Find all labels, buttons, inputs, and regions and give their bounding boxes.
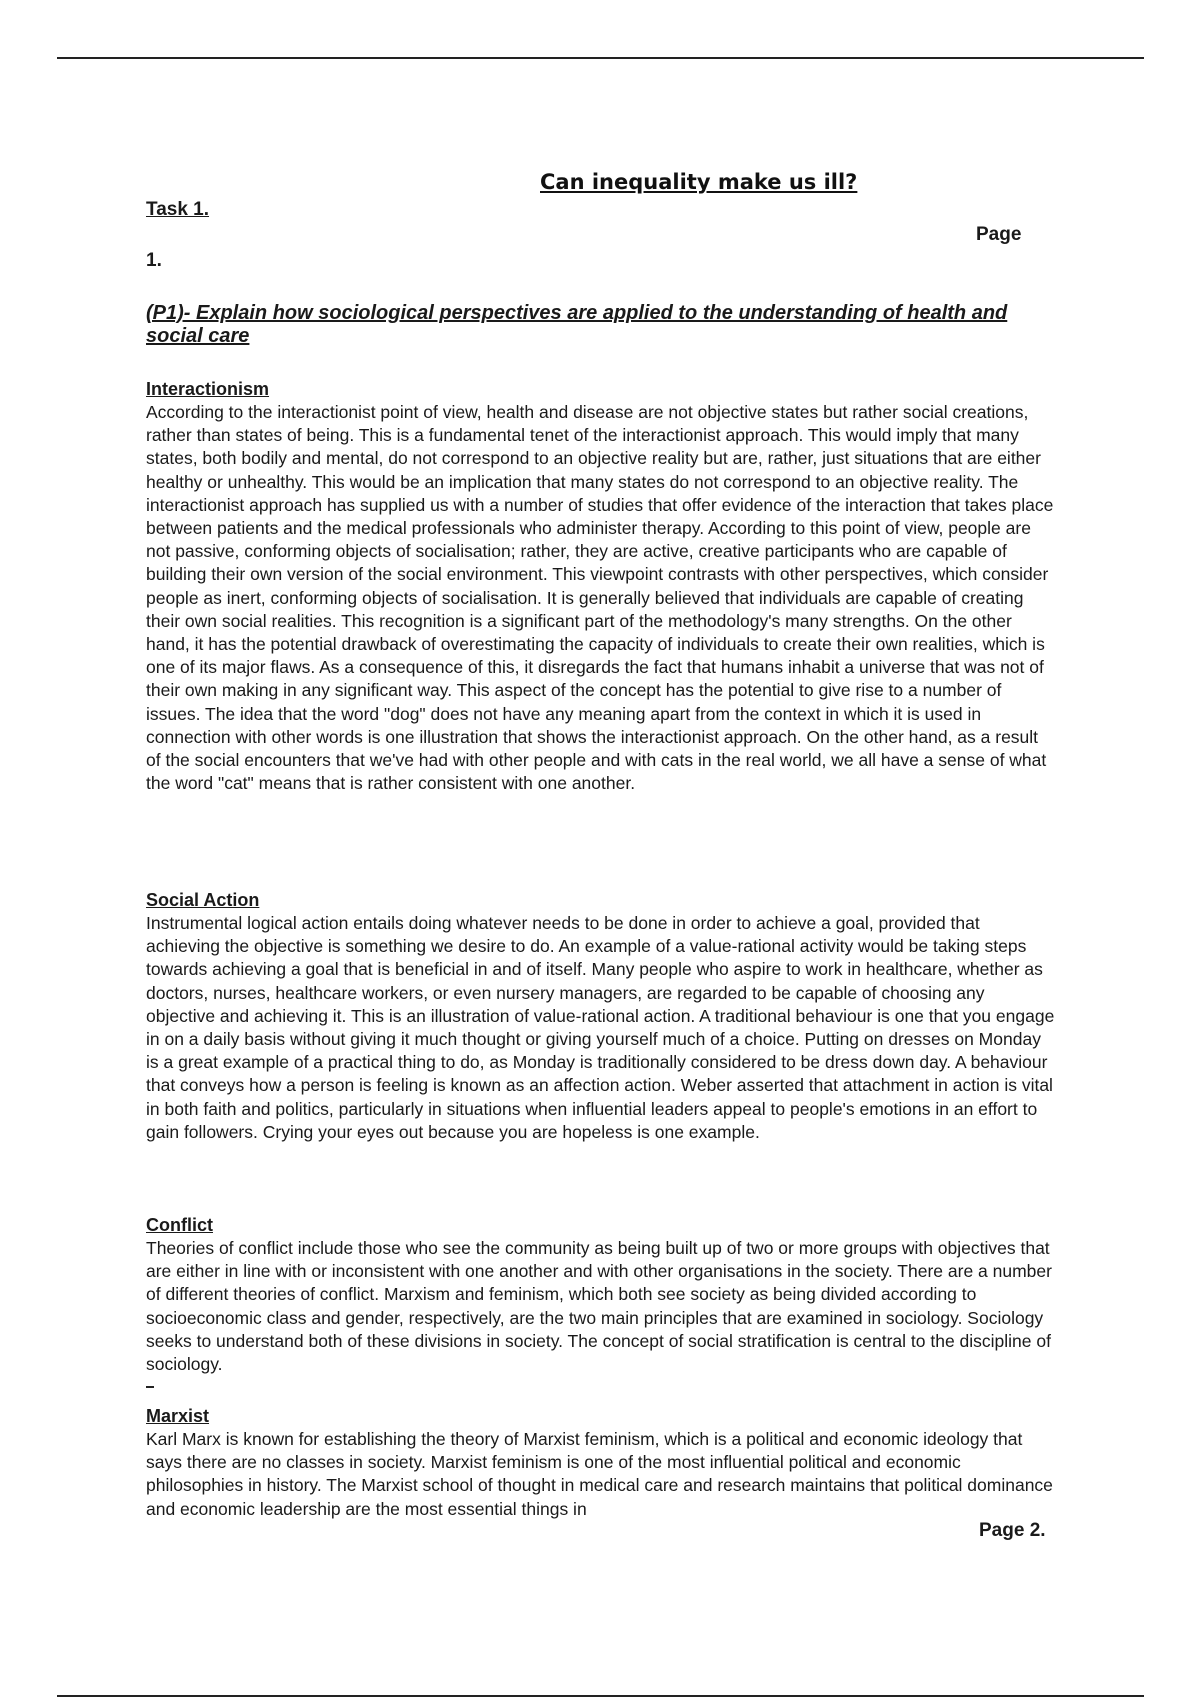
section-heading: Marxist: [146, 1406, 210, 1426]
section-social-action: [146, 889, 1056, 1144]
section-text: Karl Marx is known for establishing the theory of Marxist feminism, which is a political and economic ideology that says there are no classes in society. Marxist feminism is one of the most influential political and economic philosophies in history. The Marxist school of thought in medical care and research maintains that political dominance and economic leadership are the most essential things in: [146, 1429, 1053, 1519]
footer-rule: [57, 1695, 1144, 1697]
section-heading: Interactionism: [146, 379, 270, 399]
section-text: Instrumental logical action entails doing whatever needs to be done in order to achieve a goal, provided that achieving the objective is something we desire to do. An example of a value-rational activity would be taking steps towards achieving a goal that is beneficial in and of itself. Many people who aspire to work in healthcare, whether as doctors, nurses, healthcare workers, or even nursery managers, are regarded to be capable of choosing any objective and achieving it. This is an illustration of value-rational action. A traditional behaviour is one that you engage in on a daily basis without giving it much thought or giving yourself much of a choice. Putting on dresses on Monday is a great example of a practical thing to do, as Monday is traditionally considered to be dress down day. A behaviour that conveys how a person is feeling is known as an affection action. Weber asserted that attachment in action is vital in both faith and politics, particularly in situations when influential leaders appeal to people's emotions in an effort to gain followers. Crying your eyes out because you are hopeless is one example.: [146, 913, 1055, 1142]
section-marxist: [146, 1405, 1056, 1521]
page-label-top: Page: [976, 224, 1022, 245]
section-text: Theories of conflict include those who see the community as being built up of two or more groups with objectives that are either in line with or inconsistent with one another and with other organisations in the society. There are a number of different theories of conflict. Marxism and feminism, which both see society as being divided according to socioeconomic class and gender, respectively, are the two main principles that are examined in sociology. Sociology seeks to understand both of these divisions in society. The concept of social stratification is central to the discipline of sociology.: [146, 1238, 1052, 1375]
section-interactionism: [146, 378, 1056, 795]
question-heading: (P1)- Explain how sociological perspectives are applied to the understanding of health and social care: [146, 302, 1008, 347]
section-text: According to the interactionist point of view, health and disease are not objective states but rather social creations, rather than states of being. This is a fundamental tenet of the interactionist approach. This would imply that many states, both bodily and mental, do not correspond to an objective reality but are, rather, just situations that are either healthy or unhealthy. This would be an implication that many states do not correspond to an objective reality. The interactionist approach has supplied us with a number of studies that offer evidence of the interaction that takes place between patients and the medical professionals who administer therapy. According to this point of view, people are not passive, conforming objects of socialisation; rather, they are active, creative participants who are capable of building their own version of the social environment. This viewpoint contrasts with other perspectives, which consider people as inert, conforming objects of socialisation. It is generally believed that individuals are capable of creating their own social realities. This recognition is a significant part of the methodology's many strengths. On the other hand, it has the potential drawback of overestimating the capacity of individuals to create their own realities, which is one of its major flaws. As a consequence of this, it disregards the fact that humans inhabit a universe that was not of their own making in any significant way. This aspect of the concept has the potential to give rise to a number of issues. The idea that the word "dog" does not have any meaning apart from the context in which it is used in connection with other words is one illustration that shows the interactionist approach. On the other hand, as a result of the social encounters that we've had with other people and with cats in the real world, we all have a sense of what the word "cat" means that is rather consistent with one another.: [146, 402, 1054, 794]
page-label-bottom: Page 2.: [979, 1520, 1046, 1541]
section-heading: Social Action: [146, 890, 260, 910]
task-label: Task 1.: [146, 199, 210, 220]
question-number: 1.: [146, 250, 162, 271]
divider-dash: [146, 1386, 154, 1388]
section-heading: Conflict: [146, 1215, 213, 1235]
section-conflict: [146, 1214, 1056, 1376]
header-rule: [57, 57, 1144, 59]
document-title: Can inequality make us ill?: [540, 170, 858, 194]
